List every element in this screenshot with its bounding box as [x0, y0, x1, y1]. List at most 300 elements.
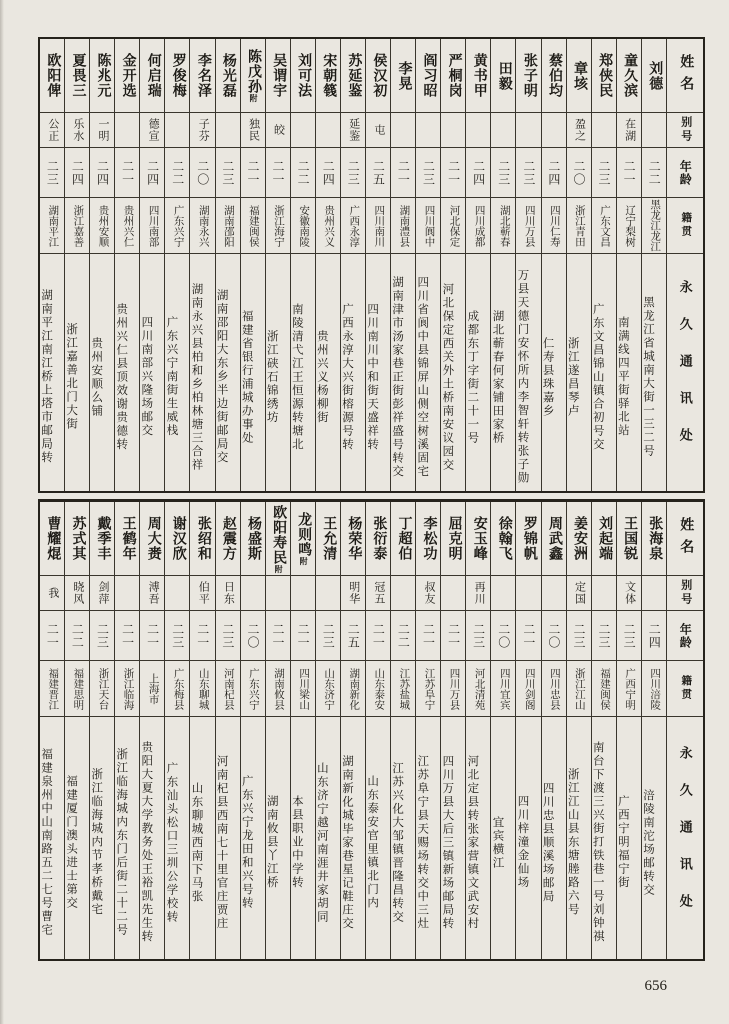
age-cell: 二〇: [567, 148, 591, 198]
age-cell: 二〇: [491, 611, 515, 661]
address-cell: 福建泉州中山南路五二七号曹宅: [40, 748, 53, 937]
name-cell: 欧阳俾: [40, 39, 64, 113]
age-cell: 二三: [592, 611, 616, 661]
alias-cell: 独民: [241, 113, 265, 148]
entry-column: [140, 39, 165, 491]
name-cell: 王国锐: [617, 502, 641, 576]
entry-column: [441, 39, 466, 491]
alias-cell: 明华: [341, 576, 365, 611]
native-place-cell: 广西宁明: [617, 661, 641, 717]
name-cell: 阎习昭: [416, 39, 440, 113]
native-place-cell: 上海市: [140, 661, 164, 717]
entry-column: [416, 502, 441, 959]
address-cell: 浙江遂昌琴卢: [566, 336, 579, 418]
alias-cell: 公正: [40, 113, 64, 148]
alias-cell: 定国: [567, 576, 591, 611]
age-cell: 二二: [291, 148, 315, 198]
address-cell: 涪陵南沱场邮转交: [641, 788, 654, 897]
age-cell: 二三: [216, 148, 240, 198]
address-cell: 贵州安顺么铺: [90, 336, 103, 418]
entry-column: [592, 39, 617, 491]
address-cell: 贵州兴仁县顶效谢贵德转: [115, 302, 128, 452]
address-cell: 河北保定西关外土桥南安议园交: [441, 282, 454, 472]
native-place-cell: 广东兴宁: [241, 661, 265, 717]
native-place-cell: 四川万县: [516, 198, 540, 254]
name-cell: 田毅: [491, 39, 515, 113]
alias-cell: 在湖: [617, 113, 641, 148]
alias-cell: [491, 113, 515, 148]
name-cell: 曹耀焜: [40, 502, 64, 576]
native-place-cell: 广东文昌: [592, 198, 616, 254]
age-cell: 二三: [466, 611, 490, 661]
alias-cell: [165, 113, 189, 148]
native-place-cell: 四川南川: [366, 198, 390, 254]
address-cell: 宜宾横江: [491, 815, 504, 870]
native-place-cell: 广东兴宁: [165, 198, 189, 254]
native-place-cell: 山东泰安: [366, 661, 390, 717]
address-cell: 江苏兴化大邹镇晋隆昌转交: [391, 761, 404, 924]
alias-cell-header: 别号: [667, 576, 703, 611]
address-cell: 福建省银行浦城办事处: [240, 309, 253, 445]
age-cell: 二三: [516, 148, 540, 198]
name-cell: 罗俊梅: [165, 39, 189, 113]
age-cell: 二一: [366, 611, 390, 661]
entry-column: [216, 39, 241, 491]
address-cell: 广东兴宁龙田和兴号转: [240, 775, 253, 910]
entry-column: [391, 502, 416, 959]
age-cell: 二一: [40, 611, 64, 661]
name-cell: 陈戊孙附: [241, 39, 265, 113]
alias-cell: [241, 576, 265, 611]
alias-cell: [291, 113, 315, 148]
entry-column: [366, 39, 391, 491]
address-cell: 浙江临海城内东门后街二十二号: [115, 748, 128, 937]
alias-cell: 皎: [266, 113, 290, 148]
entry-column: [65, 502, 90, 959]
name-cell: 张子明: [516, 39, 540, 113]
age-cell: 二一: [115, 148, 139, 198]
age-cell: 二一: [441, 611, 465, 661]
alias-cell: [216, 113, 240, 148]
name-cell: 李名泽: [190, 39, 214, 113]
address-cell: 浙江硖石锦绣坊: [265, 329, 278, 425]
address-cell: 广东兴宁南街生威栈: [165, 316, 178, 438]
native-place-cell: 四川仁寿: [542, 198, 566, 254]
alias-cell: 盈之: [567, 113, 591, 148]
alias-cell: [416, 113, 440, 148]
address-cell: 南台下渡三兴街打铁巷一号刘钟祺: [591, 741, 604, 944]
header-column: [667, 39, 703, 491]
address-cell: 黑龙江省城南大街一三二号: [641, 296, 654, 458]
name-cell-header: 姓名: [667, 502, 703, 576]
address-cell: 湖南永兴县柏和乡柏林塘三合祥: [190, 282, 203, 472]
entry-column: [165, 39, 190, 491]
native-place-cell: 浙江江山: [567, 661, 591, 717]
entry-column: [241, 502, 266, 959]
age-cell: 二三: [567, 611, 591, 661]
name-cell: 张海泉: [642, 502, 666, 576]
name-cell: 欧阳寿民附: [266, 502, 290, 576]
alias-cell: 叔友: [416, 576, 440, 611]
native-place-cell: 湖南澧县: [391, 198, 415, 254]
entry-column: [617, 502, 642, 959]
age-cell: 二二: [391, 611, 415, 661]
name-cell: 罗锦帆: [516, 502, 540, 576]
native-place-cell: 四川剑阁: [516, 661, 540, 717]
age-cell: 二二: [65, 611, 89, 661]
native-place-cell: 河北保定: [441, 198, 465, 254]
age-cell: 二二: [165, 148, 189, 198]
name-cell: 龙则鸣附: [291, 502, 315, 576]
name-cell-header: 姓名: [667, 39, 703, 113]
entry-column: [90, 502, 115, 959]
address-cell: 江苏阜宁县天赐场转交中三灶: [416, 754, 429, 931]
name-cell: 黄书甲: [466, 39, 490, 113]
native-place-cell: 四川涪陵: [642, 661, 666, 717]
entry-column: [542, 502, 567, 959]
age-cell: 二三: [165, 611, 189, 661]
alias-cell: [291, 576, 315, 611]
native-place-cell: 浙江临海: [115, 661, 139, 717]
entry-column: [90, 39, 115, 491]
name-cell: 周武鑫: [542, 502, 566, 576]
alias-cell: 剑萍: [90, 576, 114, 611]
name-cell: 张绍和: [190, 502, 214, 576]
alias-cell: 文体: [617, 576, 641, 611]
native-place-cell: 山东聊城: [190, 661, 214, 717]
name-annotation: 附: [274, 564, 284, 573]
name-cell: 徐翰飞: [491, 502, 515, 576]
age-cell: 二一: [391, 148, 415, 198]
age-cell: 二五: [366, 148, 390, 198]
alias-cell: 延鉴: [341, 113, 365, 148]
age-cell: 二四: [642, 611, 666, 661]
entry-column: [115, 39, 140, 491]
name-cell: 杨荣华: [341, 502, 365, 576]
alias-cell: 晓风: [65, 576, 89, 611]
name-cell: 周大赉: [140, 502, 164, 576]
alias-cell: [592, 113, 616, 148]
name-cell: 苏式其: [65, 502, 89, 576]
address-cell: 湖北蕲春何家铺田家桥: [491, 309, 504, 445]
age-cell: 二〇: [190, 148, 214, 198]
native-place-cell: 河北清苑: [466, 661, 490, 717]
address-cell: 湖南津市汤家巷正街彭祥盛号转交: [391, 275, 404, 479]
entry-column: [516, 502, 541, 959]
age-cell-header: 年龄: [667, 148, 703, 198]
name-cell: 姜安洲: [567, 502, 591, 576]
address-cell: 福建厦门澳头进士第交: [65, 775, 78, 910]
address-cell-header: 永久通讯处: [677, 745, 693, 931]
age-cell: 二三: [341, 148, 365, 198]
entry-column: [642, 502, 667, 959]
address-cell: 万县天德门安怀所内李智轩转张子勋: [516, 269, 529, 485]
name-cell: 刘可法: [291, 39, 315, 113]
name-cell: 丁超伯: [391, 502, 415, 576]
native-place-cell-header: 籍贯: [667, 661, 703, 717]
native-place-cell: 黑龙江龙江: [642, 198, 666, 254]
native-place-cell: 贵州安顺: [90, 198, 114, 254]
entry-column: [542, 39, 567, 491]
alias-cell: 屯: [366, 113, 390, 148]
age-cell: 二四: [542, 148, 566, 198]
entry-column: [316, 39, 341, 491]
native-place-cell: 广东梅县: [165, 661, 189, 717]
address-cell: 湖南邵阳大东乡半边街邮局交: [215, 289, 228, 465]
address-cell: 湖南平江南江桥上塔市邮局转: [40, 289, 53, 465]
address-cell: 广东文昌锦山镇合初号交: [591, 302, 604, 452]
native-place-cell-header: 籍贯: [667, 198, 703, 254]
address-cell: 广东汕头松口三圳公学校转: [165, 761, 178, 924]
age-cell-header: 年龄: [667, 611, 703, 661]
entry-column: [341, 502, 366, 959]
address-cell: 浙江临海城内节孝桥戴宅: [90, 768, 103, 917]
native-place-cell: 安徽南陵: [291, 198, 315, 254]
native-place-cell: 湖南攸县: [266, 661, 290, 717]
name-cell: 谢汉欣: [165, 502, 189, 576]
address-cell: 湖南攸县丫江桥: [265, 795, 278, 890]
age-cell: 二四: [466, 148, 490, 198]
name-cell: 杨盛斯: [241, 502, 265, 576]
name-cell: 苏延鉴: [341, 39, 365, 113]
age-cell: 二三: [592, 148, 616, 198]
alias-cell: [542, 113, 566, 148]
alias-cell: [466, 113, 490, 148]
address-cell: 河南杞县西南七十里官庄贾庄: [215, 754, 228, 931]
address-cell: 河北定县转张家营镇文武安村: [466, 754, 479, 931]
address-cell: 广西宁明福宁街: [616, 795, 629, 890]
alias-cell: 乐水: [65, 113, 89, 148]
alias-cell: [542, 576, 566, 611]
alias-cell: [316, 576, 340, 611]
native-place-cell: 江苏阜宁: [416, 661, 440, 717]
address-cell: 山东聊城西南下马张: [190, 781, 203, 904]
age-cell: 二一: [266, 148, 290, 198]
entry-column: [466, 502, 491, 959]
address-cell: 山东泰安官里镇北门内: [366, 775, 379, 910]
entry-column: [441, 502, 466, 959]
native-place-cell: 浙江海宁: [266, 198, 290, 254]
entry-column: [592, 502, 617, 959]
alias-cell: [115, 576, 139, 611]
name-cell: 夏畏三: [65, 39, 89, 113]
address-cell: 浙江嘉善北门大街: [65, 323, 78, 431]
alias-cell: [115, 113, 139, 148]
entry-column: [491, 502, 516, 959]
alias-cell: [441, 576, 465, 611]
directory-table-bottom: [38, 499, 705, 961]
entry-column: [115, 502, 140, 959]
entry-column: [416, 39, 441, 491]
entry-column: [140, 502, 165, 959]
address-cell: 贵州兴义杨柳街: [315, 329, 328, 425]
alias-cell: [391, 113, 415, 148]
age-cell: 二四: [316, 148, 340, 198]
native-place-cell: 浙江嘉善: [65, 198, 89, 254]
age-cell: 二一: [291, 611, 315, 661]
native-place-cell: 河南杞县: [216, 661, 240, 717]
age-cell: 二三: [491, 148, 515, 198]
entry-column: [266, 502, 291, 959]
age-cell: 二四: [140, 148, 164, 198]
age-cell: 二一: [416, 611, 440, 661]
native-place-cell: 湖南永兴: [190, 198, 214, 254]
native-place-cell: 江苏盐城: [391, 661, 415, 717]
address-cell-header: 永久通讯处: [677, 280, 693, 465]
native-place-cell: 湖南新化: [341, 661, 365, 717]
age-cell: 二一: [441, 148, 465, 198]
native-place-cell: 福建闽侯: [592, 661, 616, 717]
native-place-cell: 四川万县: [441, 661, 465, 717]
native-place-cell: 湖南邵阳: [216, 198, 240, 254]
name-cell: 屈克明: [441, 502, 465, 576]
age-cell: 二〇: [241, 611, 265, 661]
name-cell: 吴谓宇: [266, 39, 290, 113]
native-place-cell: 福建闽侯: [241, 198, 265, 254]
alias-cell: 溥吾: [140, 576, 164, 611]
entry-column: [190, 502, 215, 959]
name-cell: 宋朝篯: [316, 39, 340, 113]
native-place-cell: 湖北蕲春: [491, 198, 515, 254]
native-place-cell: 四川南部: [140, 198, 164, 254]
alias-cell: [516, 113, 540, 148]
name-cell: 李晃: [391, 39, 415, 113]
entry-column: [266, 39, 291, 491]
address-cell: 仁寿县珠嘉乡: [541, 336, 554, 418]
entry-column: [516, 39, 541, 491]
entry-column: [391, 39, 416, 491]
address-cell: 南陵清弋江王恒源转塘北: [290, 302, 303, 452]
page-number: 656: [644, 978, 667, 994]
directory-table-top: [38, 37, 705, 493]
name-annotation: 附: [299, 557, 309, 565]
alias-cell: 日东: [216, 576, 240, 611]
entry-column: [567, 39, 592, 491]
age-cell: 二四: [90, 148, 114, 198]
address-cell: 山东济宁越河南涯井家胡同: [315, 761, 328, 924]
name-cell: 陈兆元: [90, 39, 114, 113]
age-cell: 二一: [140, 611, 164, 661]
age-cell: 二四: [65, 148, 89, 198]
entry-column: [291, 502, 316, 959]
alias-cell: 子芬: [190, 113, 214, 148]
alias-cell: [592, 576, 616, 611]
alias-cell: [516, 576, 540, 611]
address-cell: 四川忠县顺溪场邮局: [541, 781, 554, 904]
address-cell: 四川南部兴隆场邮交: [140, 316, 153, 438]
native-place-cell: 浙江青田: [567, 198, 591, 254]
address-cell: 本县职业中学转: [290, 795, 303, 890]
age-cell: 二五: [341, 611, 365, 661]
alias-cell: 我: [40, 576, 64, 611]
entry-column: [291, 39, 316, 491]
alias-cell: 再川: [466, 576, 490, 611]
entry-column: [40, 502, 65, 959]
entry-column: [466, 39, 491, 491]
alias-cell: [642, 576, 666, 611]
header-column: [667, 502, 703, 959]
name-cell: 刘起端: [592, 502, 616, 576]
alias-cell: [266, 576, 290, 611]
native-place-cell: 四川阆中: [416, 198, 440, 254]
name-cell: 郑侠民: [592, 39, 616, 113]
name-cell: 戴季丰: [90, 502, 114, 576]
name-cell: 王允清: [316, 502, 340, 576]
age-cell: 二二: [642, 148, 666, 198]
address-cell: 四川梓潼金仙场: [516, 795, 529, 890]
alias-cell: [642, 113, 666, 148]
address-cell: 四川省阆中县锦屏山侧空树溪固宅: [416, 275, 429, 479]
address-cell: 广西永淳大兴街榕源号转: [341, 302, 353, 452]
address-cell: 南满线四平街驿北站: [616, 316, 629, 438]
name-cell: 金开选: [115, 39, 139, 113]
age-cell: 二三: [216, 611, 240, 661]
address-cell: 贵阳大夏大学教务处王裕凯先生转: [140, 741, 153, 944]
name-cell: 张衍泰: [366, 502, 390, 576]
address-cell: 浙江江山县东塘塍路六号: [566, 768, 579, 917]
native-place-cell: 四川忠县: [542, 661, 566, 717]
alias-cell: [491, 576, 515, 611]
name-cell: 安玉峰: [466, 502, 490, 576]
entry-column: [241, 39, 266, 491]
name-cell: 蔡伯均: [542, 39, 566, 113]
name-cell: 刘德: [642, 39, 666, 113]
alias-cell-header: 别号: [667, 113, 703, 148]
entry-column: [366, 502, 391, 959]
age-cell: 二一: [241, 148, 265, 198]
name-cell: 章垓: [567, 39, 591, 113]
native-place-cell: 浙江天台: [90, 661, 114, 717]
entry-column: [341, 39, 366, 491]
alias-cell: [391, 576, 415, 611]
address-cell: 四川南川中和街天盛祥转: [366, 302, 379, 452]
entry-column: [567, 502, 592, 959]
entry-column: [40, 39, 65, 491]
age-cell: 二一: [516, 611, 540, 661]
alias-cell: [316, 113, 340, 148]
entry-column: [216, 502, 241, 959]
entry-column: [642, 39, 667, 491]
native-place-cell: 四川成都: [466, 198, 490, 254]
entry-column: [491, 39, 516, 491]
name-cell: 赵震方: [216, 502, 240, 576]
age-cell: 二三: [416, 148, 440, 198]
native-place-cell: 四川宜宾: [491, 661, 515, 717]
address-cell: 湖南新化城毕家巷星记鞋庄交: [341, 754, 353, 931]
entry-column: [190, 39, 215, 491]
name-cell: 童久滨: [617, 39, 641, 113]
alias-cell: [165, 576, 189, 611]
name-cell: 侯汉初: [366, 39, 390, 113]
age-cell: 二一: [617, 148, 641, 198]
native-place-cell: 辽宁梨树: [617, 198, 641, 254]
alias-cell: 德宣: [140, 113, 164, 148]
entry-column: [316, 502, 341, 959]
alias-cell: 冠五: [366, 576, 390, 611]
age-cell: 二三: [316, 611, 340, 661]
entry-column: [617, 39, 642, 491]
age-cell: 二一: [190, 611, 214, 661]
age-cell: 二一: [115, 611, 139, 661]
native-place-cell: 福建思明: [65, 661, 89, 717]
address-cell: 四川万县大后三镇新场邮局转: [441, 754, 454, 931]
native-place-cell: 贵州兴义: [316, 198, 340, 254]
native-place-cell: 湖南平江: [40, 198, 64, 254]
name-cell: 王鹤年: [115, 502, 139, 576]
entry-column: [165, 502, 190, 959]
age-cell: 二三: [617, 611, 641, 661]
native-place-cell: 广西永淳: [341, 198, 365, 254]
